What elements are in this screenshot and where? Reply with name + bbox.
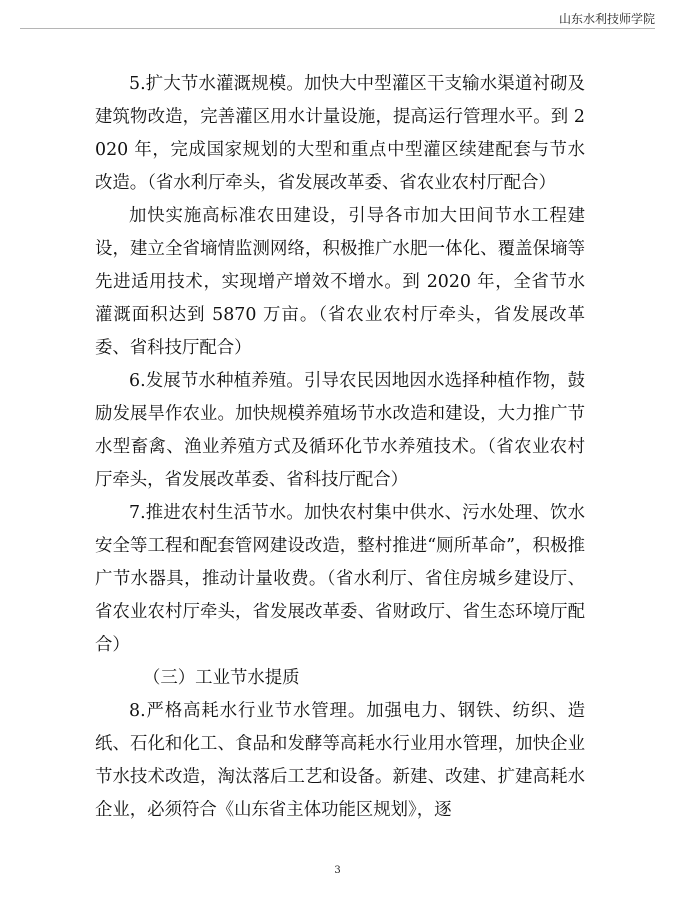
page-header-org: 山东水利技师学院 [558,12,655,26]
document-body [95,68,585,827]
section-heading: （三）工业节水提质 [143,668,300,688]
paragraph-item-5: 5.扩大节水灌溉规模。加快大中型灌区干支输水渠道衬砌及建筑物改造，完善灌区用水计量设施，提高运行管理水平。到 2020 年，完成国家规划的大型和重点中型灌区续建配套与节水改造。（省水利厅牵头，省发展改革委、省农业农村厅配合） [95,74,585,193]
paragraph-item-7: 7.推进农村生活节水。加快农村集中供水、污水处理、饮水安全等工程和配套管网建设改造，整村推进“厕所革命”，积极推广节水器具，推动计量收费。（省水利厅、省住房城乡建设厅、省农业农村厅牵头，省发展改革委、省财政厅、省生态环境厅配合） [95,503,585,655]
header-divider [20,28,655,29]
paragraph-item-6: 6.发展节水种植养殖。引导农民因地因水选择种植作物，鼓励发展旱作农业。加快规模养殖场节水改造和建设，大力推广节水型畜禽、渔业养殖方式及循环化节水养殖技术。（省农业农村厅牵头，省发展改革委、省科技厅配合） [95,371,585,490]
page-number: 3 [334,865,341,876]
paragraph-farmland: 加快实施高标准农田建设，引导各市加大田间节水工程建设，建立全省墒情监测网络，积极推广水肥一体化、覆盖保墒等先进适用技术，实现增产增效不增水。到 2020 年，全省节水灌溉面积达到 5870 万亩。（省农业农村厅牵头，省发展改革委、省科技厅配合） [95,206,585,358]
paragraph-item-8: 8.严格高耗水行业节水管理。加强电力、钢铁、纺织、造纸、石化和化工、食品和发酵等高耗水行业用水管理，加快企业节水技术改造，淘汰落后工艺和设备。新建、改建、扩建高耗水企业，必须符合《山东省主体功能区规划》，逐 [95,701,585,820]
